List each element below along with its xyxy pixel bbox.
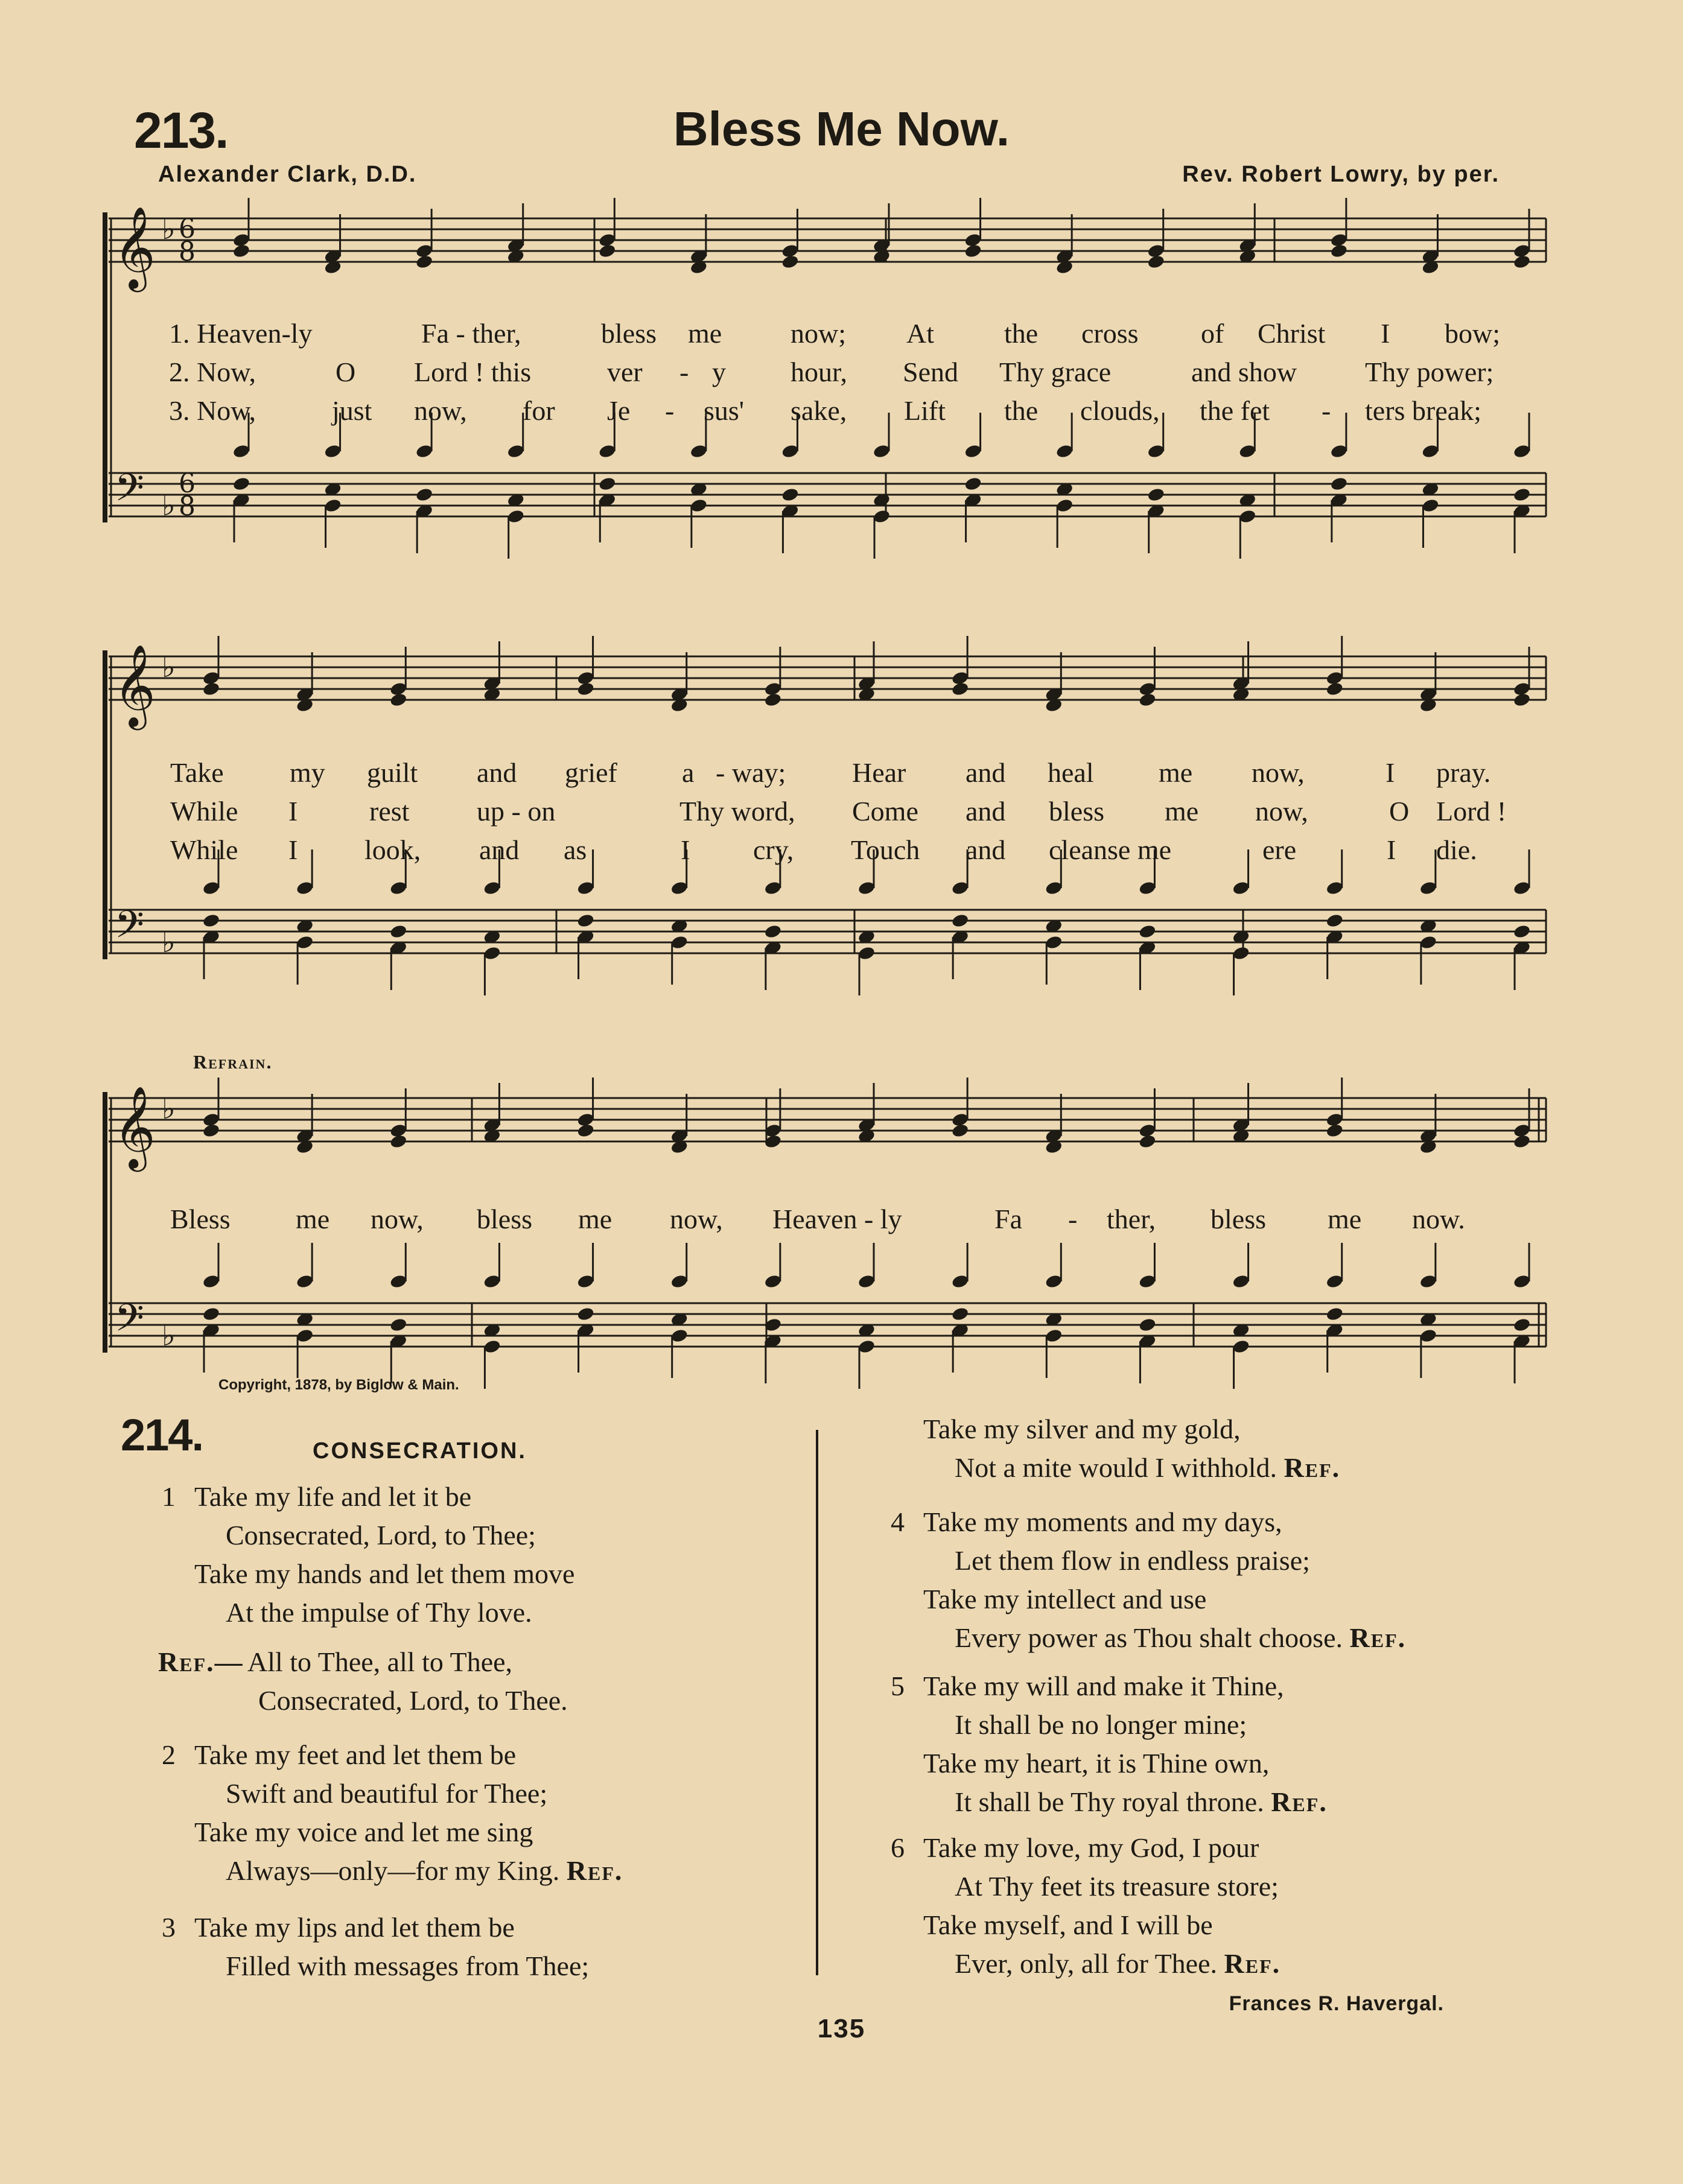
lyric-word: the	[1004, 318, 1039, 349]
lyric-word: now,	[1255, 796, 1308, 827]
note-head	[1330, 243, 1349, 259]
poem-line: Take my will and make it Thine,	[923, 1671, 1284, 1701]
lyric-word: pray.	[1436, 757, 1491, 788]
poem-line: Take my voice and let me sing	[194, 1817, 533, 1847]
flat-key-signature-icon: ♭	[162, 1319, 176, 1353]
lyric-word: Lord !	[1436, 796, 1507, 827]
note-head	[1325, 681, 1344, 697]
poem-line: Take myself, and I will be	[923, 1909, 1213, 1940]
verse-number: 2	[162, 1739, 176, 1770]
verse-number: 1	[162, 1481, 176, 1512]
lyric-word: Fa	[994, 1204, 1022, 1234]
lyric-word: Fa - ther,	[421, 318, 521, 349]
poem-line: Swift and beautiful for Thee;	[226, 1778, 548, 1809]
note-head	[202, 1123, 221, 1138]
poem-line: Consecrated, Lord, to Thee;	[226, 1520, 536, 1551]
lyric-word: look,	[364, 834, 421, 865]
bass-clef-icon: 𝄢	[115, 902, 144, 956]
lyric-word: I	[1386, 757, 1395, 788]
lyric-word: now,	[1252, 757, 1305, 788]
lyric-word: I	[288, 796, 298, 827]
lyric-word: I	[1387, 834, 1396, 865]
note-head	[389, 1134, 408, 1149]
note-head	[1147, 254, 1165, 270]
lyric-word: ver	[607, 357, 643, 387]
lyric-word: me	[1159, 757, 1193, 788]
poem-line: At the impulse of Thy love.	[226, 1597, 532, 1628]
note-head	[576, 913, 595, 929]
note-head	[1325, 913, 1344, 929]
note-head	[1330, 476, 1349, 492]
note-head	[1325, 1306, 1344, 1322]
note-head	[598, 243, 617, 259]
lyric-word: bow;	[1445, 318, 1500, 349]
lyric-word: ther,	[1107, 1204, 1156, 1234]
time-signature-icon: 8	[179, 236, 196, 267]
lyric-word: a	[682, 757, 695, 788]
lyric-word: me	[688, 318, 722, 349]
lyric-word: -	[1068, 1204, 1078, 1234]
lyric-word: Bless	[170, 1204, 231, 1234]
lyric-word: I	[1381, 318, 1390, 349]
refrain-label: Refrain.	[193, 1051, 273, 1073]
lyric-word: now,	[371, 1204, 424, 1234]
lyric-word: me	[578, 1204, 612, 1234]
lyric-word: While	[170, 834, 238, 865]
poem-line: Take my lips and let them be	[194, 1912, 515, 1943]
note-head	[232, 243, 251, 259]
poem-line: Ever, only, all for Thee. Ref.	[955, 1948, 1281, 1979]
poem-line: It shall be Thy royal throne. Ref.	[955, 1786, 1328, 1817]
lyric-word: and	[966, 796, 1006, 827]
lyric-word: now,	[414, 395, 467, 426]
page-number: 135	[817, 2014, 866, 2043]
note-head	[1513, 1134, 1532, 1149]
lyric-word: and	[966, 757, 1006, 788]
lyric-word: Send	[903, 357, 958, 387]
note-head	[1138, 692, 1157, 708]
lyric-word: Christ	[1258, 318, 1326, 349]
lyric-word: of	[1201, 318, 1224, 349]
refrain-abbrev: Ref.	[1271, 1786, 1328, 1817]
note-head	[389, 1317, 408, 1333]
hymn-214-title: CONSECRATION.	[313, 1438, 527, 1464]
poem-line: Take my heart, it is Thine own,	[923, 1748, 1270, 1779]
refrain-abbrev: Ref.—	[158, 1646, 244, 1677]
lyric-word: y	[712, 357, 726, 387]
lyric-word: bless	[601, 318, 657, 349]
note-head	[781, 487, 800, 503]
lyric-word: Heaven - ly	[772, 1204, 902, 1234]
lyric-word: guilt	[367, 757, 418, 788]
lyric-word: die.	[1436, 834, 1477, 865]
note-head	[389, 692, 408, 708]
note-head	[1513, 254, 1532, 270]
lyric-word: ters break;	[1365, 395, 1481, 426]
treble-clef-icon: 𝄞	[113, 205, 156, 288]
lyric-word: Touch	[851, 834, 920, 865]
lyric-word: my	[290, 757, 325, 788]
note-head	[232, 476, 251, 492]
lyric-word: me	[1165, 796, 1199, 827]
treble-clef-icon: 𝄞	[113, 643, 156, 726]
note-head	[576, 1123, 595, 1138]
poem-line: At Thy feet its treasure store;	[955, 1871, 1279, 1902]
note-head	[202, 1306, 221, 1322]
lyrics-system1-verse3	[0, 395, 1683, 431]
lyric-word: While	[170, 796, 238, 827]
note-head	[951, 1123, 970, 1138]
lyric-word: I	[681, 834, 690, 865]
lyric-word: Come	[852, 796, 918, 827]
lyric-word: clouds,	[1080, 395, 1160, 426]
hymn-214-author: Frances R. Havergal.	[1229, 1992, 1444, 2015]
lyric-word: grief	[565, 757, 617, 788]
poem-line: Take my life and let it be	[194, 1481, 472, 1512]
column-divider	[816, 1430, 818, 1975]
note-head	[781, 254, 800, 270]
refrain-abbrev: Ref.	[566, 1855, 623, 1886]
note-head	[764, 924, 783, 939]
lyric-word: cleanse me	[1049, 834, 1172, 865]
note-head	[1138, 1134, 1157, 1149]
flat-key-signature-icon: ♭	[162, 489, 176, 522]
refrain-abbrev: Ref.	[1224, 1948, 1281, 1979]
lyric-word: 3. Now,	[169, 395, 256, 426]
lyric-word: as	[564, 834, 587, 865]
verse-number: 3	[162, 1912, 176, 1943]
hymn-title: Bless Me Now.	[673, 102, 1010, 156]
lyric-word: sake,	[791, 395, 847, 426]
note-head	[1513, 487, 1532, 503]
lyric-word: -	[679, 357, 689, 387]
copyright-notice: Copyright, 1878, by Biglow & Main.	[218, 1377, 459, 1393]
note-head	[1147, 487, 1165, 503]
poem-line: Filled with messages from Thee;	[226, 1951, 590, 1981]
poem-line: Take my feet and let them be	[194, 1739, 517, 1770]
lyric-word: - way;	[716, 757, 786, 788]
note-head	[1138, 924, 1157, 939]
lyric-word: the	[1004, 395, 1039, 426]
note-head	[415, 254, 434, 270]
verse-number: 6	[891, 1832, 905, 1863]
lyric-word: now;	[791, 318, 846, 349]
words-credit: Alexander Clark, D.D.	[158, 162, 417, 187]
note-head	[202, 681, 221, 697]
lyric-word: hour,	[791, 357, 847, 387]
time-signature-icon: 6	[179, 468, 196, 499]
lyric-word: ere	[1262, 834, 1297, 865]
time-signature-icon: 8	[179, 491, 196, 522]
lyrics-system2-verse3	[0, 834, 1683, 870]
lyric-word: Hear	[852, 757, 906, 788]
lyric-word: O	[1389, 796, 1410, 827]
verse-number: 5	[891, 1671, 905, 1701]
note-head	[964, 476, 982, 492]
lyric-word: -	[1322, 395, 1331, 426]
poem-line: It shall be no longer mine;	[955, 1709, 1247, 1740]
note-head	[951, 1306, 970, 1322]
lyrics-system2-verse2	[0, 795, 1683, 831]
lyric-word: now,	[670, 1204, 723, 1234]
time-signature-icon: 6	[179, 214, 196, 244]
note-head	[951, 681, 970, 697]
note-head	[1138, 1317, 1157, 1333]
poem-line: Every power as Thou shalt choose. Ref.	[955, 1622, 1407, 1653]
note-head	[202, 913, 221, 929]
lyric-word: 1. Heaven-ly	[169, 318, 313, 349]
lyric-word: and	[479, 834, 520, 865]
poem-line: Let them flow in endless praise;	[955, 1545, 1310, 1576]
lyric-word: up - on	[477, 796, 556, 827]
lyric-word: me	[296, 1204, 330, 1234]
poem-line: Always—only—for my King. Ref.	[226, 1855, 623, 1886]
lyric-word: At	[906, 318, 934, 349]
lyric-word: Lift	[904, 395, 946, 426]
poem-line: Not a mite would I withhold. Ref.	[955, 1452, 1341, 1483]
bass-clef-icon: 𝄢	[115, 1295, 144, 1349]
note-head	[964, 243, 982, 259]
lyric-word: Thy word,	[679, 796, 795, 827]
lyrics-system1-verse2	[0, 356, 1683, 392]
lyrics-system2-verse1	[0, 757, 1683, 793]
flat-key-signature-icon: ♭	[162, 925, 176, 959]
refrain-abbrev: Ref.	[1284, 1452, 1341, 1483]
poem-line: Take my moments and my days,	[923, 1506, 1282, 1537]
lyric-word: 2. Now,	[169, 357, 256, 387]
note-head	[1513, 1317, 1532, 1333]
lyric-word: Je	[607, 395, 631, 426]
lyric-word: rest	[369, 796, 410, 827]
refrain-abbrev: Ref.	[1349, 1622, 1407, 1653]
note-head	[415, 487, 434, 503]
lyrics-system1-verse1	[0, 317, 1683, 354]
poem-line: Take my hands and let them move	[194, 1558, 575, 1589]
treble-clef-icon: 𝄞	[113, 1085, 156, 1168]
lyric-word: and show	[1191, 357, 1297, 387]
poem-line: Take my love, my God, I pour	[923, 1832, 1259, 1863]
poem-line: All to Thee, all to Thee,	[247, 1646, 513, 1677]
poem-line: Take my intellect and use	[923, 1584, 1207, 1614]
lyric-word: bless	[1049, 796, 1104, 827]
verse-number: 4	[891, 1506, 905, 1537]
lyric-word: Thy power;	[1365, 357, 1494, 387]
lyric-word: bless	[1211, 1204, 1266, 1234]
note-head	[1325, 1123, 1344, 1138]
lyric-word: cross	[1081, 318, 1139, 349]
lyric-word: the fet	[1200, 395, 1270, 426]
note-head	[1513, 692, 1532, 708]
bass-clef-icon: 𝄢	[115, 465, 144, 519]
poem-line: Take my silver and my gold,	[923, 1414, 1241, 1444]
note-head	[389, 924, 408, 939]
lyric-word: cry,	[753, 834, 794, 865]
lyric-word: heal	[1048, 757, 1094, 788]
flat-key-signature-icon: ♭	[162, 650, 176, 684]
note-head	[1513, 924, 1532, 939]
flat-key-signature-icon: ♭	[162, 1092, 176, 1126]
note-head	[576, 681, 595, 697]
lyric-word: and	[477, 757, 517, 788]
lyric-word: Thy grace	[999, 357, 1112, 387]
lyric-word: bless	[477, 1204, 532, 1234]
lyric-word: me	[1328, 1204, 1362, 1234]
lyrics-refrain	[0, 1203, 1683, 1239]
lyric-word: just	[332, 395, 372, 426]
note-head	[598, 476, 617, 492]
lyric-word: and	[966, 834, 1006, 865]
flat-key-signature-icon: ♭	[162, 212, 176, 246]
poem-line: Consecrated, Lord, to Thee.	[258, 1685, 568, 1716]
lyric-word: Take	[170, 757, 224, 788]
note-head	[576, 1306, 595, 1322]
note-head	[951, 913, 970, 929]
lyric-word: O	[336, 357, 356, 387]
music-credit: Rev. Robert Lowry, by per.	[1182, 162, 1500, 187]
lyric-word: I	[288, 834, 298, 865]
lyric-word: Lord ! this	[414, 357, 532, 387]
note-head	[764, 692, 783, 708]
hymn-number: 213.	[134, 102, 228, 159]
lyric-word: now.	[1412, 1204, 1465, 1234]
lyric-word: -	[665, 395, 675, 426]
lyric-word: for	[523, 395, 555, 426]
hymn-number-214: 214.	[121, 1410, 203, 1460]
lyric-word: sus'	[704, 395, 745, 426]
